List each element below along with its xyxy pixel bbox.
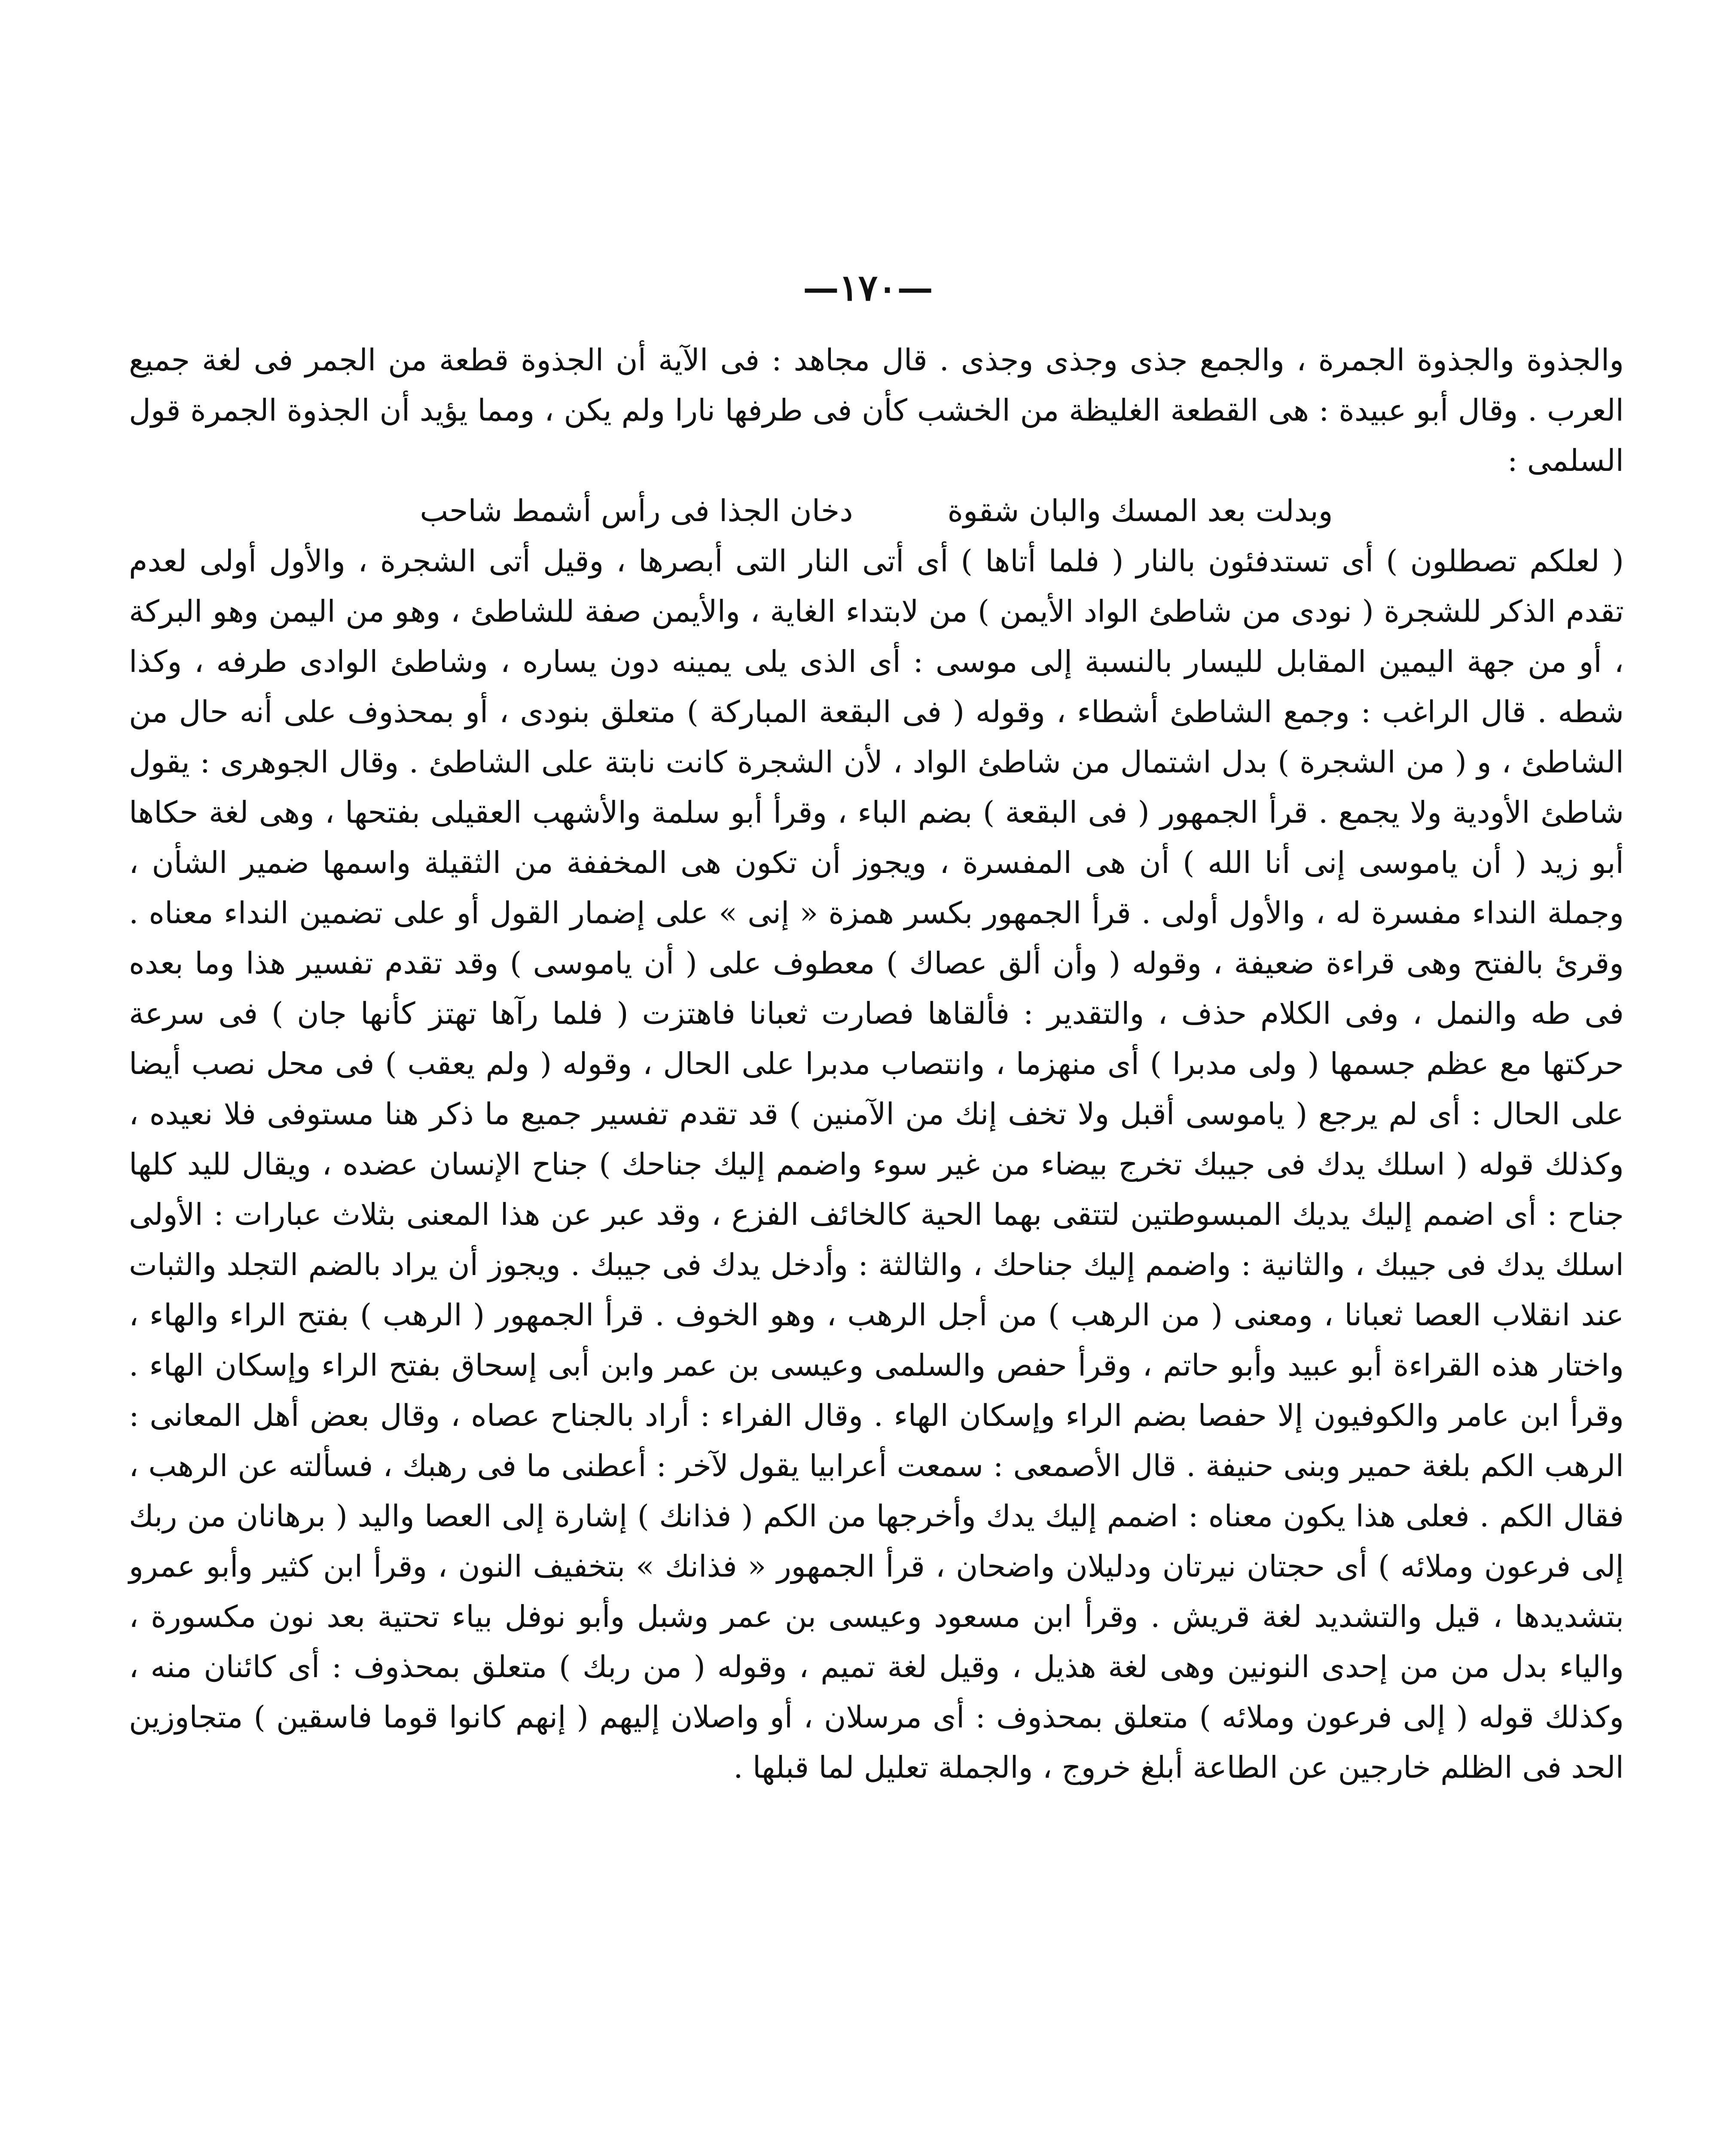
paragraph-intro: والجذوة والجذوة الجمرة ، والجمع جذى وجذى وجذى . قال مجاهد : فى الآية أن الجذوة قطعة من الجمر فى لغة جميع العرب . وقال أبو عبيدة : هى القطعة الغليظة من الخشب كأن فى طرفها نارا ولم يكن ، ومما يؤيد أن الجذوة الجمرة قول السلمى : [129,342,1624,478]
paragraph-commentary: ( لعلكم تصطلون ) أى تستدفئون بالنار ( فلما أتاها ) أى أتى النار التى أبصرها ، وقيل أتى الشجرة ، والأول أولى لعدم تقدم الذكر للشجرة ( نودى من شاطئ الواد الأيمن ) من لابتداء الغاية ، والأيمن صفة للشاطئ ، وهو من اليمن وهو البركة ، أو من جهة اليمين المقابل لليسار بالنسبة إلى موسى : أى الذى يلى يمينه دون يساره ، وشاطئ الوادى طرفه ، وكذا شطه . قال الراغب : وجمع الشاطئ أشطاء ، وقوله ( فى البقعة المباركة ) متعلق بنودى ، أو بمحذوف على أنه حال من الشاطئ ، و ( من الشجرة ) بدل اشتمال من شاطئ الواد ، لأن الشجرة كانت نابتة على الشاطئ . وقال الجوهرى : يقول شاطئ الأودية ولا يجمع . قرأ الجمهور ( فى البقعة ) بضم الباء ، وقرأ أبو سلمة والأشهب العقيلى بفتحها ، وهى لغة حكاها أبو زيد ( أن ياموسى إنى أنا الله ) أن هى المفسرة ، ويجوز أن تكون هى المخففة من الثقيلة واسمها ضمير الشأن ، وجملة النداء مفسرة له ، والأول أولى . قرأ الجمهور بكسر همزة « إنى » على إضمار القول أو على تضمين النداء معناه . وقرئ بالفتح وهى قراءة ضعيفة ، وقوله ( وأن ألق عصاك ) معطوف على ( أن ياموسى ) وقد تقدم تفسير هذا وما بعده فى طه والنمل ، وفى الكلام حذف ، والتقدير : فألقاها فصارت ثعبانا فاهتزت ( فلما رآها تهتز كأنها جان ) فى سرعة حركتها مع عظم جسمها ( ولى مدبرا ) أى منهزما ، وانتصاب مدبرا على الحال ، وقوله ( ولم يعقب ) فى محل نصب أيضا على الحال : أى لم يرجع ( ياموسى أقبل ولا تخف إنك من الآمنين ) قد تقدم تفسير جميع ما ذكر هنا مستوفى فلا نعيده ، وكذلك قوله ( اسلك يدك فى جيبك تخرج بيضاء من غير سوء واضمم إليك جناحك ) جناح الإنسان عضده ، ويقال لليد كلها جناح : أى اضمم إليك يديك المبسوطتين لتتقى بهما الحية كالخائف الفزع ، وقد عبر عن هذا المعنى بثلاث عبارات : الأولى اسلك يدك فى جيبك ، والثانية : واضمم إليك جناحك ، والثالثة : وأدخل يدك فى جيبك . ويجوز أن يراد بالضم التجلد والثبات عند انقلاب العصا ثعبانا ، ومعنى ( من الرهب ) من أجل الرهب ، وهو الخوف . قرأ الجمهور ( الرهب ) بفتح الراء والهاء ، واختار هذه القراءة أبو عبيد وأبو حاتم ، وقرأ حفص والسلمى وعيسى بن عمر وابن أبى إسحاق بفتح الراء وإسكان الهاء . وقرأ ابن عامر والكوفيون إلا حفصا بضم الراء وإسكان الهاء . وقال الفراء : أراد بالجناح عصاه ، وقال بعض أهل المعانى : الرهب الكم بلغة حمير وبنى حنيفة . قال الأصمعى : سمعت أعرابيا يقول لآخر : أعطنى ما فى رهبك ، فسألته عن الرهب ، فقال الكم . فعلى هذا يكون معناه : اضمم إليك يدك وأخرجها من الكم ( فذانك ) إشارة إلى العصا واليد ( برهانان من ربك إلى فرعون وملائه ) أى حجتان نيرتان ودليلان واضحان ، قرأ الجمهور « فذانك » بتخفيف النون ، وقرأ ابن كثير وأبو عمرو بتشديدها ، قيل والتشديد لغة قريش . وقرأ ابن مسعود وعيسى بن عمر وشبل وأبو نوفل بياء تحتية بعد نون مكسورة ، والياء بدل من من إحدى النونين وهى لغة هذيل ، وقيل لغة تميم ، وقوله ( من ربك ) متعلق بمحذوف : أى كائنان منه ، وكذلك قوله ( إلى فرعون وملائه ) متعلق بمحذوف : أى مرسلان ، أو واصلان إليهم ( إنهم كانوا قوما فاسقين ) متجاوزين الحد فى الظلم خارجين عن الطاعة أبلغ خروج ، والجملة تعليل لما قبلها . [129,543,1624,1785]
page-body [129,335,1624,1793]
page-number: —١٧٠— [802,266,934,309]
verse-second-hemistich: دخان الجذا فى رأس أشمط شاحب [420,493,853,528]
poetry-verse [129,486,1624,536]
verse-first-hemistich: وبدلت بعد المسك والبان شقوة [947,493,1333,528]
